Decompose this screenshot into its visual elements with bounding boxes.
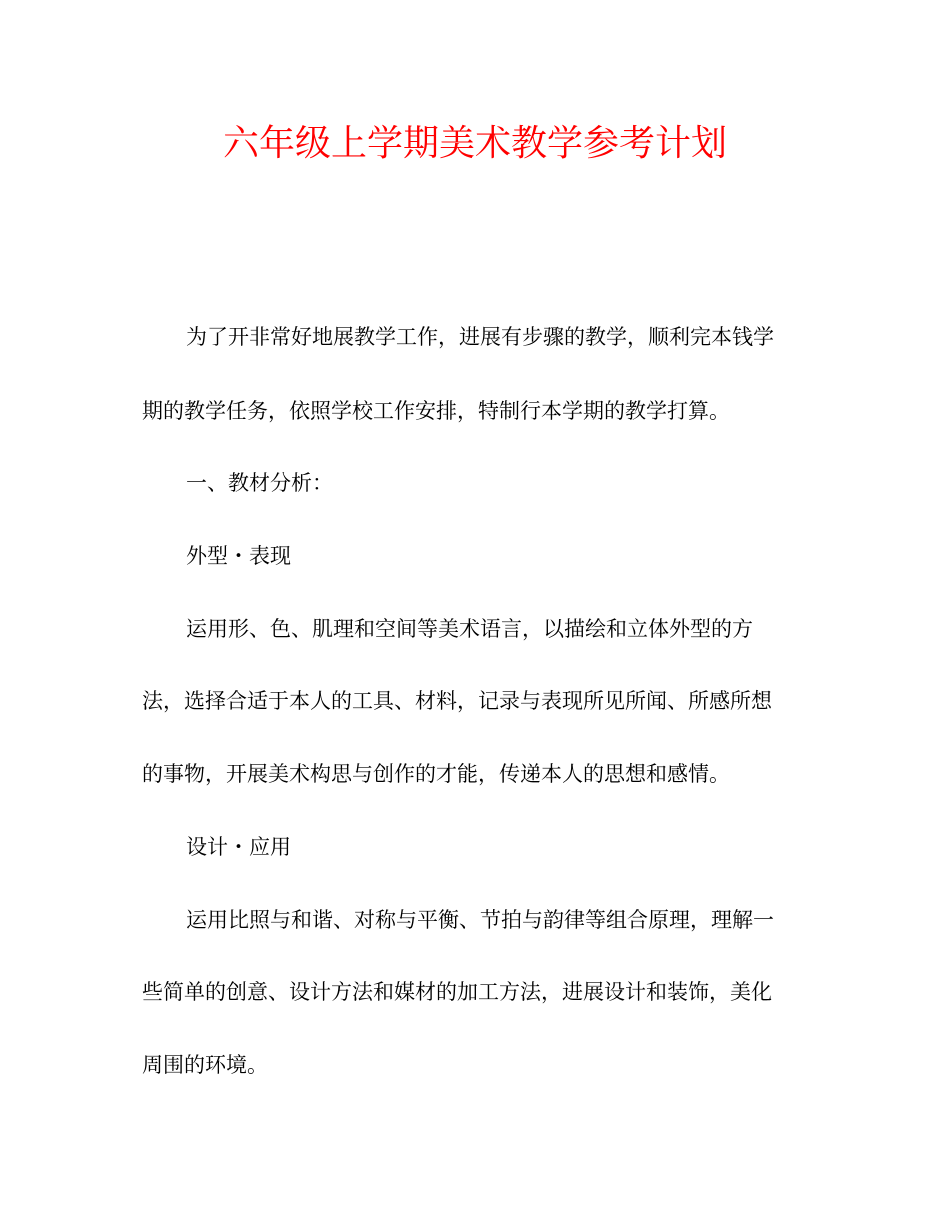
paragraph-intro-line-2: 期的教学任务，依照学校工作安排，特制行本学期的教学打算。: [142, 399, 730, 423]
paragraph-design-line-2: 些简单的创意、设计方法和媒材的加工方法，进展设计和装饰，美化: [142, 980, 772, 1004]
paragraph-modeling-line-1: 运用形、色、肌理和空间等美术语言，以描绘和立体外型的方: [186, 617, 753, 641]
subheading-modeling-expression: 外型・表现: [186, 544, 291, 568]
paragraph-modeling-line-3: 的事物，开展美术构思与创作的才能，传递本人的思想和感情。: [142, 762, 730, 786]
paragraph-design-line-1: 运用比照与和谐、对称与平衡、节拍与韵律等组合原理，理解一: [186, 908, 774, 932]
subheading-design-application: 设计・应用: [186, 835, 291, 859]
document-title: 六年级上学期美术教学参考计划: [222, 123, 727, 164]
paragraph-modeling-line-2: 法，选择合适于本人的工具、材料，记录与表现所见所闻、所感所想: [142, 689, 772, 713]
paragraph-intro-line-1: 为了开非常好地展教学工作，进展有步骤的教学，顺利完本钱学: [186, 325, 774, 349]
section-heading-textbook-analysis: 一、教材分析：: [186, 471, 333, 495]
paragraph-design-line-3: 周围的环境。: [142, 1053, 268, 1077]
